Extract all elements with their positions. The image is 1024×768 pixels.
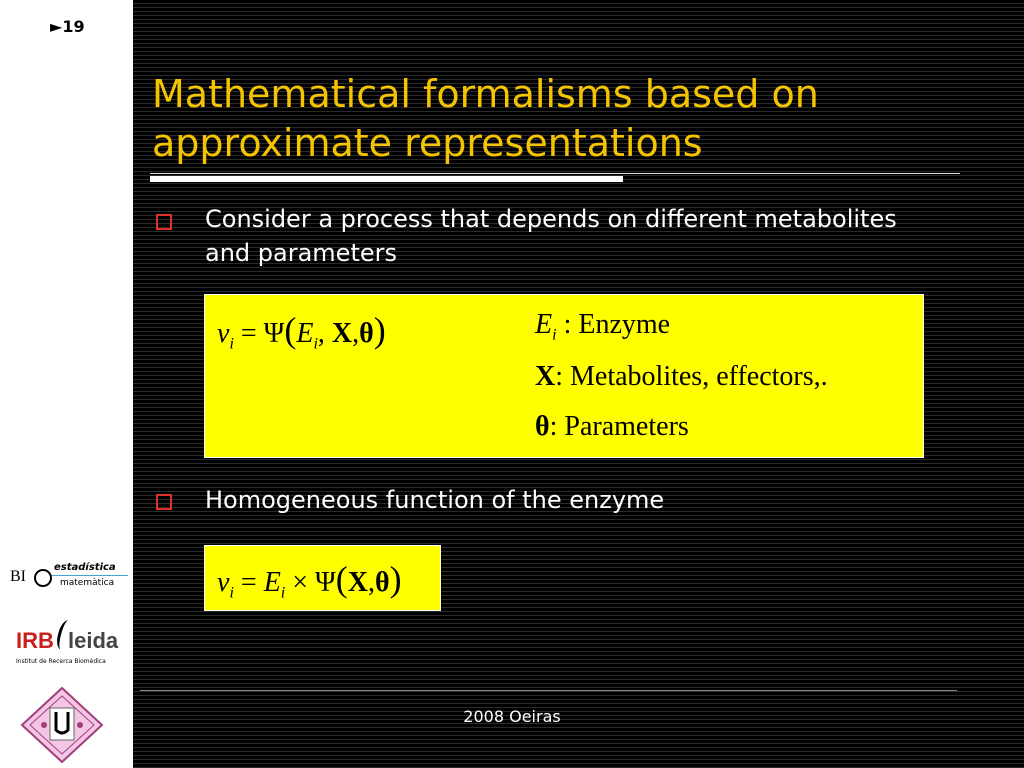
bio-logo-o (34, 569, 52, 587)
slide-title: Mathematical formalisms based on approximate representations (152, 72, 819, 166)
bio-estadistica-logo (8, 562, 130, 592)
def-metabolites-symbol: X (535, 361, 556, 392)
eq1-def-enzyme (535, 309, 670, 345)
equation-box-1 (204, 294, 924, 458)
bio-logo-letters: BI (10, 568, 26, 585)
equation-1-formula (217, 309, 386, 354)
def-enzyme-sub: i (552, 326, 557, 344)
eq2-rhs: = $E_i \times \Psi(X,\theta)$ (240, 559, 402, 602)
eq2-lhs: v (217, 567, 230, 598)
bio-logo-rule (52, 575, 128, 576)
equation-box-2 (204, 545, 441, 611)
bullet-2: Homogeneous function of the enzyme (205, 486, 665, 514)
title-rule-thin (150, 173, 960, 174)
bio-logo-matematica: matemàtica (60, 578, 115, 588)
irb-logo-leida: leida (68, 628, 119, 653)
bullet-marker-1 (156, 214, 172, 230)
eq1-lhs-sub: i (229, 335, 234, 353)
footer-text: 2008 Oeiras (463, 707, 561, 726)
title-rule-thick (150, 176, 623, 182)
def-metabolites-text: : Metabolites, effectors,. (555, 361, 828, 392)
bullet-1: Consider a process that depends on different metabolites and parameters (205, 205, 897, 267)
footer-rule (140, 690, 957, 691)
def-enzyme-symbol: E (535, 309, 553, 340)
def-parameters-text: : Parameters (549, 411, 689, 442)
def-enzyme-text: : Enzyme (563, 309, 671, 340)
eq1-def-metabolites (535, 361, 828, 393)
irb-logo-subtitle: Institut de Recerca Biomèdica (16, 658, 106, 665)
irb-logo-letters: IRB (16, 628, 54, 653)
bullet-marker-2 (156, 494, 172, 510)
university-emblem-icon (20, 686, 104, 768)
slide-number-marker: ► (50, 17, 63, 36)
eq1-rhs: = $\Psi(E_i$, X,θ) (240, 310, 386, 353)
eq1-def-parameters (535, 411, 689, 443)
bio-logo-estadistica: estadística (54, 562, 116, 573)
slide-number-value: 19 (62, 17, 85, 36)
irb-lleida-logo (14, 620, 119, 670)
left-sidebar (0, 0, 133, 768)
def-parameters-symbol: θ (535, 411, 550, 442)
eq2-lhs-sub: i (229, 584, 234, 602)
equation-2-formula (217, 558, 402, 603)
slide-number (50, 17, 85, 36)
eq1-lhs: v (217, 318, 230, 349)
